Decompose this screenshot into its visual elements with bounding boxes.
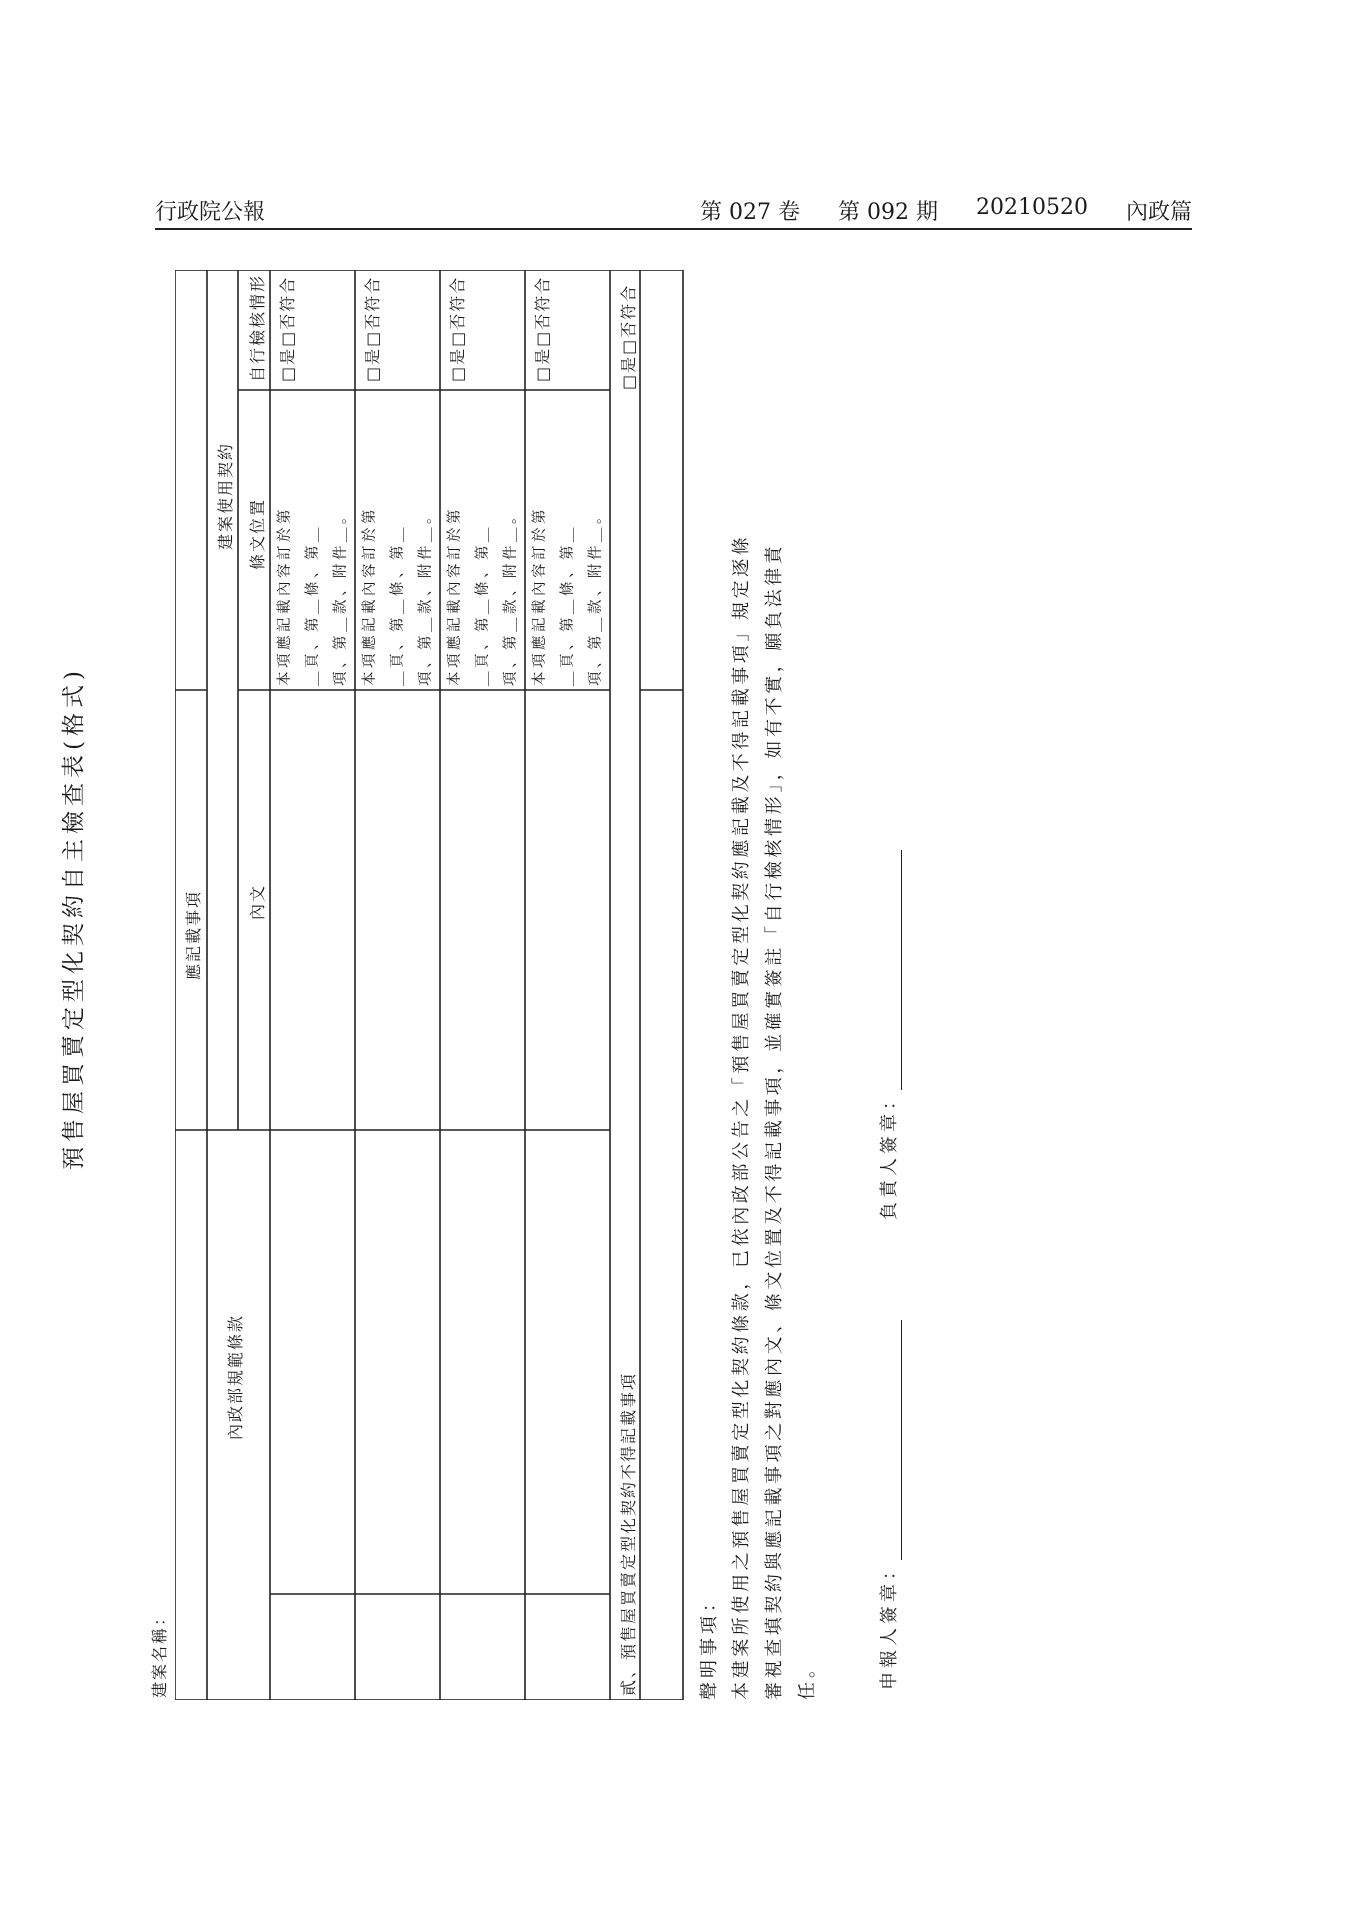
date: 20210520: [976, 195, 1088, 220]
publication-name: 行政院公報: [155, 200, 266, 225]
col-self-check: 自行檢核情形: [248, 273, 267, 382]
self-check-checkbox[interactable]: □是□否符合: [363, 275, 382, 382]
applicant-signature-label: 申報人簽章：: [879, 1558, 900, 1690]
project-name-label: 建案名稱：: [150, 1607, 169, 1698]
volume: 第 027 卷: [700, 200, 801, 225]
section-two-checkbox[interactable]: □是□否符合: [619, 283, 638, 390]
self-check-checkbox[interactable]: □是□否符合: [278, 275, 297, 382]
table-row: 本項應記載內容訂於第 ＿頁、第＿條、第＿ 項、第＿款、附件＿。: [447, 506, 519, 686]
table-row: 本項應記載內容訂於第 ＿頁、第＿條、第＿ 項、第＿款、附件＿。: [362, 506, 434, 686]
form-table-grid: [175, 270, 920, 1700]
section-two-label: 貳、預售屋買賣定型化契約不得記載事項: [619, 1371, 638, 1696]
table-row: 本項應記載內容訂於第 ＿頁、第＿條、第＿ 項、第＿款、附件＿。: [532, 506, 604, 686]
header-rule: [155, 228, 1192, 230]
col-contract: 建案使用契約: [216, 441, 235, 550]
col-content: 內文: [248, 883, 267, 920]
statement-line: 審視查填契約與應記載事項之對應內文、條文位置及不得記載事項，並確實簽註「自行檢核情形」，如有不實，願負法律責: [764, 542, 785, 1700]
statement-heading: 聲明事項：: [699, 1590, 720, 1700]
section: 內政篇: [1125, 200, 1192, 225]
applicant-signature-line[interactable]: [901, 1320, 902, 1560]
statement-line: 任。: [797, 1656, 818, 1700]
self-check-checkbox[interactable]: □是□否符合: [448, 275, 467, 382]
issue-info: [662, 195, 1192, 226]
self-check-form: [61, 270, 920, 1700]
responsible-signature-label: 負責人簽章：: [879, 1088, 900, 1220]
col-required-items: 應記載事項: [184, 889, 203, 980]
statement-line: 本建案所使用之預售屋買賣定型化契約條款，已依內政部公告之「預售屋買賣定型化契約應記載及不得記載事項」規定逐條: [731, 533, 752, 1700]
issue: 第 092 期: [838, 200, 938, 225]
col-clause-position: 條文位置: [248, 497, 267, 570]
col-regulation: 內政部規範條款: [226, 1313, 245, 1440]
self-check-checkbox[interactable]: □是□否符合: [533, 275, 552, 382]
form-title: 預售屋買賣定型化契約自主檢查表(格式): [61, 666, 87, 1170]
responsible-signature-line[interactable]: [901, 850, 902, 1090]
table-row: 本項應記載內容訂於第 ＿頁、第＿條、第＿ 項、第＿款、附件＿。: [277, 506, 349, 686]
